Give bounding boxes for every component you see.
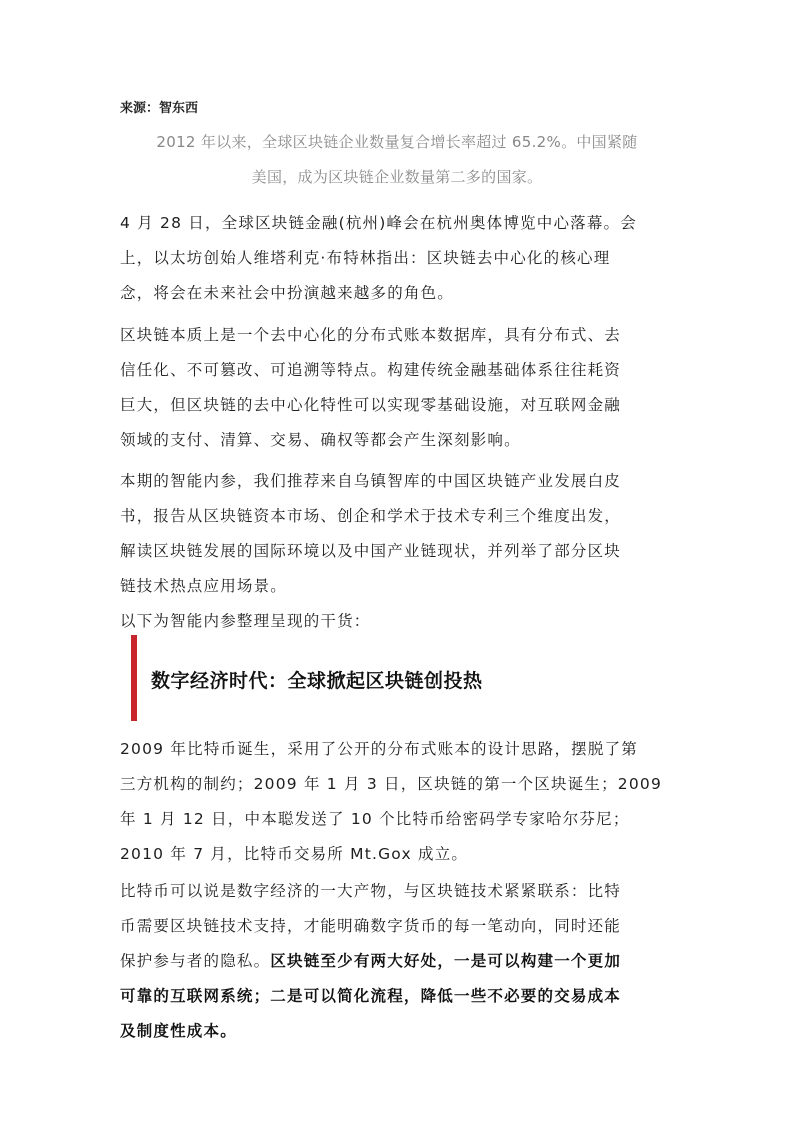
paragraph-line: 比特币可以说是数字经济的一大产物，与区块链技术紧紧联系：比特 (120, 882, 622, 900)
paragraph-line (120, 944, 676, 979)
source-label: 来源：智东西 (120, 101, 199, 116)
image-caption-line-2: 美国，成为区块链企业数量第二多的国家。 (251, 168, 543, 186)
paragraph-line: 三方机构的制约；2009 年 1 月 3 日，区块链的第一个区块诞生；2009 (120, 775, 663, 793)
paragraph-line: 信任化、不可篡改、可追溯等特点。构建传统金融基础体系往往耗资 (120, 361, 622, 379)
paragraph-line: 区块链本质上是一个去中心化的分布式账本数据库，具有分布式、去 (120, 326, 622, 344)
paragraph-line: 链技术热点应用场景。 (120, 577, 288, 595)
emphasis-line: 及制度性成本。 (120, 1022, 237, 1040)
paragraph-line: 本期的智能内参，我们推荐来自乌镇智库的中国区块链产业发展白皮 (120, 472, 622, 490)
paragraph-lead-in (120, 604, 676, 639)
paragraph-line: 领域的支付、清算、交易、确权等都会产生深刻影响。 (120, 431, 521, 449)
paragraph-blockchain-essence (120, 318, 676, 458)
emphasis-line: 可靠的互联网系统；二是可以简化流程，降低一些不必要的交易成本 (120, 987, 622, 1005)
paragraph-line: 以下为智能内参整理呈现的干货： (120, 612, 371, 630)
paragraph-bitcoin-history (120, 732, 676, 872)
paragraph-line: 解读区块链发展的国际环境以及中国产业链现状，并列举了部分区块 (120, 542, 622, 560)
paragraph-text: 保护参与者的隐私。 (120, 952, 271, 970)
paragraph-report-intro (120, 464, 676, 604)
paragraph-line: 年 1 月 12 日，中本聪发送了 10 个比特币给密码学专家哈尔芬尼； (120, 810, 630, 828)
paragraph-line: 4 月 28 日，全球区块链金融(杭州)峰会在杭州奥体博览中心落幕。会 (120, 214, 637, 232)
section-heading-accent-bar (131, 635, 137, 721)
paragraph-line: 上，以太坊创始人维塔利克·布特林指出：区块链去中心化的核心理 (120, 249, 611, 267)
paragraph-summit (120, 206, 676, 311)
paragraph-line: 2010 年 7 月，比特币交易所 Mt.Gox 成立。 (120, 845, 469, 863)
image-caption-line-1: 2012 年以来，全球区块链企业数量复合增长率超过 65.2%。中国紧随 (156, 133, 638, 151)
section-heading: 数字经济时代：全球掀起区块链创投热 (151, 670, 483, 692)
paragraph-line: 巨大，但区块链的去中心化特性可以实现零基础设施，对互联网金融 (120, 396, 622, 414)
paragraph-line: 念，将会在未来社会中扮演越来越多的角色。 (120, 284, 455, 302)
emphasis-text: 区块链至少有两大好处，一是可以构建一个更加 (270, 952, 622, 970)
paragraph-line: 2009 年比特币诞生，采用了公开的分布式账本的设计思路，摆脱了第 (120, 740, 638, 758)
paragraph-line: 币需要区块链技术支持，才能明确数字货币的每一笔动向，同时还能 (120, 917, 622, 935)
paragraph-line: 书，报告从区块链资本市场、创企和学术于技术专利三个维度出发， (120, 507, 622, 525)
paragraph-bitcoin-benefits (120, 874, 676, 1049)
